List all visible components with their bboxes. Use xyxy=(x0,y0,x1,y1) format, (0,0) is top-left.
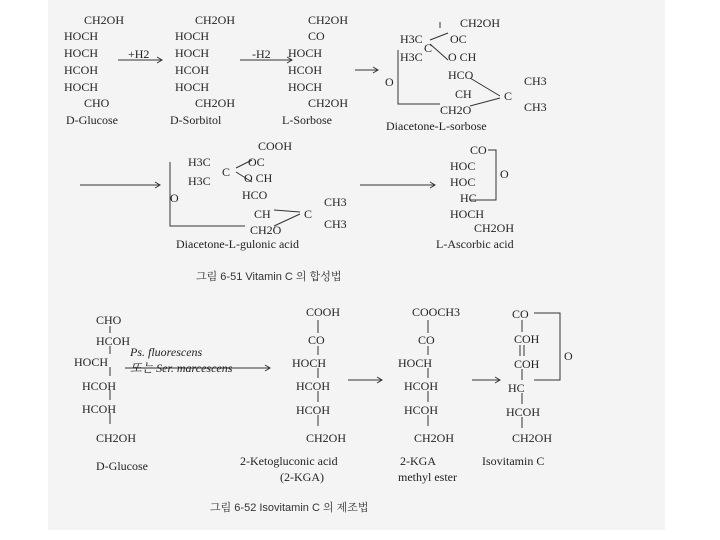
formula-line: O xyxy=(170,191,179,205)
formula-line: HCO xyxy=(242,188,268,202)
formula-line: HCOH xyxy=(296,379,331,393)
formula-line: HOC xyxy=(450,175,476,189)
formula-line: HCO xyxy=(448,68,474,82)
compound-name: L-Sorbose xyxy=(282,113,332,127)
compound-name: Isovitamin C xyxy=(482,454,545,468)
formula-line: CHO xyxy=(84,96,110,110)
formula-line: CH xyxy=(455,87,472,101)
formula-line: CH2OH xyxy=(474,221,515,235)
formula-line: CH3 xyxy=(324,195,347,209)
compound-name: Diacetone-L-gulonic acid xyxy=(176,237,299,251)
compound-name: 2-KGA xyxy=(400,454,436,468)
formula-line: HOCH xyxy=(64,46,99,60)
compound-subname: methyl ester xyxy=(398,470,457,484)
formula-line: HC xyxy=(460,191,477,205)
ring-oxygen: O xyxy=(564,349,573,363)
formula-line: CO xyxy=(308,333,325,347)
formula-line: CH2O xyxy=(250,223,282,237)
formula-line: HCOH xyxy=(64,63,99,77)
formula-line: CH2OH xyxy=(308,96,349,110)
compound-name: 2-Ketogluconic acid xyxy=(240,454,338,468)
formula-line: HCOH xyxy=(296,403,331,417)
formula-line: CH2OH xyxy=(306,431,347,445)
formula-line: HCOH xyxy=(288,63,323,77)
formula-line: CO xyxy=(308,29,325,43)
formula-line: HOCH xyxy=(74,355,109,369)
formula-line: COH xyxy=(514,332,540,346)
compound-abbr: (2-KGA) xyxy=(280,470,324,484)
formula-line: CH2OH xyxy=(414,431,455,445)
formula-line: CH3 xyxy=(324,217,347,231)
formula-line: H3C xyxy=(188,174,211,188)
arrow-label-organism-1: Ps. fluorescens xyxy=(130,345,203,359)
formula-line: O CH xyxy=(244,171,273,185)
ring-oxygen: O xyxy=(500,167,509,181)
formula-line: HCOH xyxy=(404,403,439,417)
formula-line: CO xyxy=(418,333,435,347)
ring-bond-gulonic xyxy=(170,162,245,226)
formula-line: C xyxy=(424,41,433,55)
formula-line: CO xyxy=(512,307,529,321)
formula-line: CH3 xyxy=(524,100,547,114)
formula-line: HOCH xyxy=(292,356,327,370)
formula-line: H3C xyxy=(188,155,211,169)
reaction-label: +H2 xyxy=(128,47,150,61)
formula-line: H3C xyxy=(400,32,423,46)
formula-line: CH2OH xyxy=(512,431,553,445)
formula-line: HOCH xyxy=(175,46,210,60)
formula-line: COOH xyxy=(306,305,341,319)
formula-line: C xyxy=(304,207,313,221)
formula-line: HCOH xyxy=(506,405,541,419)
formula-line: CH2OH xyxy=(308,13,349,27)
formula-line: HOCH xyxy=(288,46,323,60)
figure-caption-6-51: 그림 6-51 Vitamin C 의 합성법 xyxy=(196,271,342,283)
figure-caption-6-52: 그림 6-52 Isovitamin C 의 제조법 xyxy=(210,502,369,514)
compound-name: D-Sorbitol xyxy=(170,113,222,127)
formula-line: HOCH xyxy=(64,29,99,43)
formula-line: COOH xyxy=(258,139,293,153)
formula-line: HCOH xyxy=(96,334,131,348)
formula-line: O CH xyxy=(448,50,477,64)
formula-line: O xyxy=(385,75,394,89)
formula-line: HCOH xyxy=(82,379,117,393)
formula-line: HC xyxy=(508,381,525,395)
formula-line: H3C xyxy=(400,50,423,64)
formula-line: HOCH xyxy=(64,80,99,94)
compound-name: D-Glucose xyxy=(66,113,118,127)
formula-line: COH xyxy=(514,357,540,371)
formula-line: CH2OH xyxy=(195,13,236,27)
formula-line: CH2OH xyxy=(84,13,125,27)
formula-line: C xyxy=(222,165,231,179)
formula-line: COOCH3 xyxy=(412,305,461,319)
formula-line: HOCH xyxy=(450,207,485,221)
compound-name: D-Glucose xyxy=(96,459,148,473)
formula-line: HOCH xyxy=(288,80,323,94)
formula-line: HCOH xyxy=(82,402,117,416)
formula-line: CH2OH xyxy=(195,96,236,110)
compound-name: Diacetone-L-sorbose xyxy=(386,119,487,133)
formula-line: CH2OH xyxy=(460,16,501,30)
formula-line: CH2O xyxy=(440,103,472,117)
formula-line: OC xyxy=(450,32,467,46)
formula-line: CHO xyxy=(96,313,122,327)
formula-line: HOCH xyxy=(175,80,210,94)
formula-line: CH2OH xyxy=(96,431,137,445)
formula-line: HOCH xyxy=(398,356,433,370)
arrow-label-organism-2: 또는 Ser. marcescens xyxy=(130,361,233,375)
formula-line: C xyxy=(504,89,513,103)
formula-line: CH xyxy=(254,207,271,221)
compound-name: L-Ascorbic acid xyxy=(436,237,514,251)
formula-line: HOCH xyxy=(175,29,210,43)
formula-line: CH3 xyxy=(524,74,547,88)
formula-line: HOC xyxy=(450,159,476,173)
formula-line: OC xyxy=(248,155,265,169)
formula-line: HCOH xyxy=(175,63,210,77)
formula-line: HCOH xyxy=(404,379,439,393)
reaction-label: -H2 xyxy=(252,47,271,61)
formula-line: CO xyxy=(470,143,487,157)
